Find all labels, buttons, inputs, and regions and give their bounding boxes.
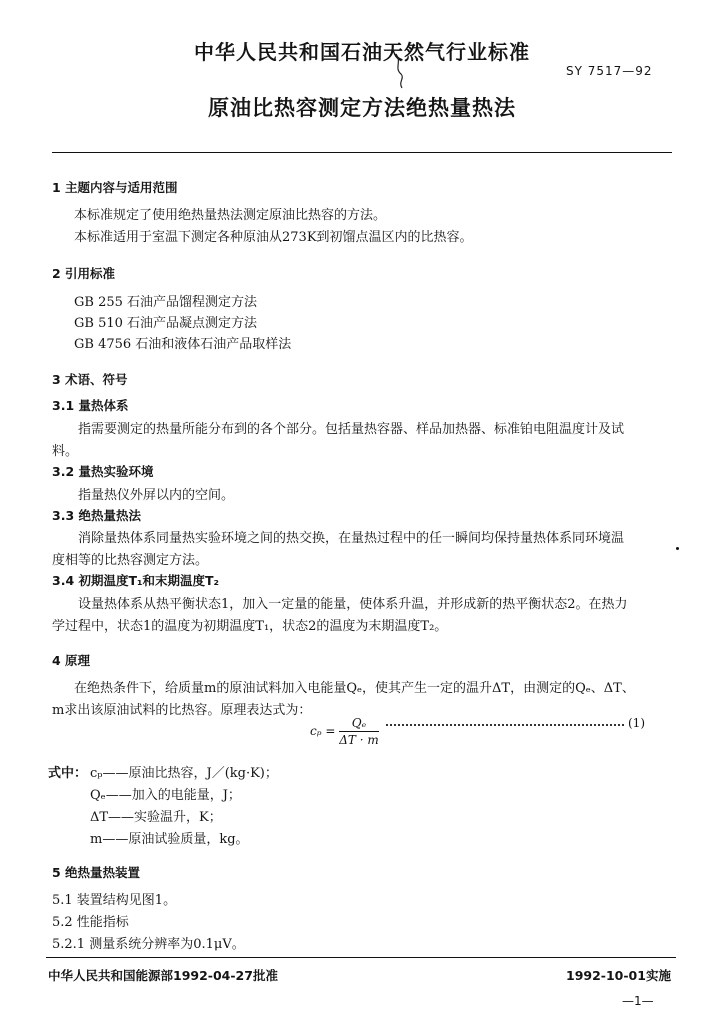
- section-3-heading: 3 术语、符号: [52, 372, 128, 387]
- reference-item: GB 4756 石油和液体石油产品取样法: [74, 337, 292, 352]
- formula-denominator: ΔT · m: [339, 733, 379, 747]
- equation-number: (1): [628, 716, 645, 730]
- section-1-paragraph: 本标准适用于室温下测定各种原油从273K到初馏点温区内的比热容。: [74, 230, 473, 245]
- approval-note: 中华人民共和国能源部1992-04-27批准: [48, 968, 278, 983]
- definition-item: cₚ——原油比热容，J／(kg·K)；: [90, 766, 278, 781]
- reference-item: GB 255 石油产品馏程测定方法: [74, 295, 258, 310]
- section-4-heading: 4 原理: [52, 653, 91, 668]
- section-4-text: m求出该原油试料的比热容。原理表达式为：: [52, 703, 312, 718]
- section-5-2-1-text: 5.2.1 测量系统分辨率为0.1μV。: [52, 937, 245, 952]
- reference-item: GB 510 石油产品凝点测定方法: [74, 316, 258, 331]
- formula-leader-dots: [386, 724, 624, 726]
- section-3-2-text: 指量热仪外屏以内的空间。: [78, 488, 235, 503]
- section-1-paragraph: 本标准规定了使用绝热量热法测定原油比热容的方法。: [74, 208, 387, 223]
- section-3-3-text: 度相等的比热容测定方法。: [52, 553, 209, 568]
- section-2-heading: 2 引用标准: [52, 266, 116, 281]
- definition-item: ΔT——实验温升，K；: [90, 810, 222, 825]
- definition-item: Qₑ——加入的电能量，J；: [90, 788, 241, 803]
- page-title: 原油比热容测定方法绝热量热法: [208, 96, 516, 120]
- footer-divider: [46, 957, 676, 958]
- section-4-text: 在绝热条件下，给质量m的原油试料加入电能量Qₑ，使其产生一定的温升ΔT，由测定的Qₑ、ΔT、: [74, 681, 635, 696]
- where-label: 式中：: [48, 766, 88, 781]
- section-5-1-text: 5.1 装置结构见图1。: [52, 893, 177, 908]
- section-3-1-text: 料。: [52, 444, 79, 459]
- section-3-4-text: 设量热体系从热平衡状态1，加入一定量的能量，使体系升温，并形成新的热平衡状态2。在热力: [78, 597, 628, 612]
- section-3-4-heading: 3.4 初期温度T₁和末期温度T₂: [52, 573, 219, 588]
- issuer-title: 中华人民共和国石油天然气行业标准: [194, 40, 530, 64]
- formula-specific-heat: [310, 716, 379, 747]
- standard-code: SY 7517—92: [566, 64, 653, 78]
- section-1-heading: 1 主题内容与适用范围: [52, 180, 178, 195]
- section-5-2-text: 5.2 性能指标: [52, 915, 129, 930]
- definition-item: m——原油试验质量，kg。: [90, 832, 249, 847]
- section-3-3-heading: 3.3 绝热量热法: [52, 508, 141, 523]
- section-3-3-text: 消除量热体系同量热实验环境之间的热交换，在量热过程中的任一瞬间均保持量热体系同环境温: [78, 531, 625, 546]
- formula-numerator: Qₑ: [339, 716, 379, 732]
- header-divider: [52, 152, 672, 153]
- section-3-4-text: 学过程中，状态1的温度为初期温度T₁，状态2的温度为末期温度T₂。: [52, 619, 448, 634]
- formula-lhs: cₚ =: [310, 724, 336, 738]
- formula-fraction: [339, 716, 379, 747]
- handwritten-mark-icon: [392, 50, 412, 90]
- section-3-1-text: 指需要测定的热量所能分布到的各个部分。包括量热容器、样品加热器、标准铂电阻温度计及试: [78, 422, 625, 437]
- section-3-1-heading: 3.1 量热体系: [52, 398, 129, 413]
- implementation-date: 1992-10-01实施: [566, 968, 671, 983]
- margin-dot: [676, 547, 679, 550]
- page-number: —1—: [622, 994, 654, 1008]
- section-5-heading: 5 绝热量热装置: [52, 865, 141, 880]
- section-3-2-heading: 3.2 量热实验环境: [52, 464, 154, 479]
